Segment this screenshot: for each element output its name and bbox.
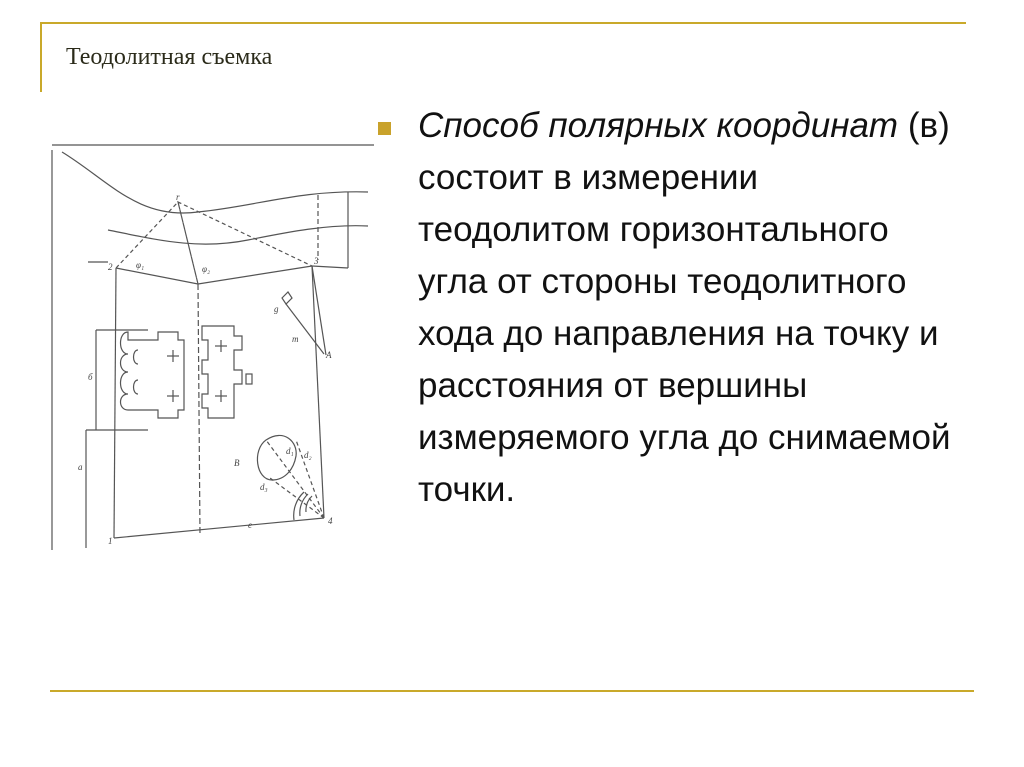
left-rule — [40, 22, 42, 92]
label-point-3: 3 — [314, 256, 319, 266]
river-upper-curve — [62, 152, 368, 213]
label-b: б — [88, 372, 93, 382]
bullet-text-rest: (в) состоит в измерении теодолитом горизонтального угла от стороны теодолитного хода до направления на точку и расстояния от вершины измеряемого угла до снимаемой точки. — [418, 106, 951, 509]
bullet-text-italic: Способ полярных координат — [418, 106, 899, 145]
top-rule — [40, 22, 966, 24]
building-right — [202, 326, 242, 418]
building-left — [121, 332, 185, 418]
bottom-rule — [50, 690, 974, 692]
slide-title: Теодолитная съемка — [66, 44, 273, 70]
label-point-4: 4 — [328, 516, 333, 526]
label-e: е — [248, 520, 252, 530]
bullet-text — [418, 100, 958, 516]
label-a: а — [78, 462, 83, 472]
polar-coordinates-diagram — [48, 140, 378, 560]
label-point-2: 2 — [108, 262, 113, 272]
label-d3: d₃ — [260, 482, 268, 492]
label-point-1: 1 — [108, 536, 113, 546]
label-d1: d₁ — [286, 446, 294, 456]
lake-contour — [257, 435, 296, 480]
label-phi1: φ₁ — [136, 260, 145, 270]
label-A: A — [326, 350, 332, 360]
label-phi2: φ₂ — [202, 264, 211, 274]
label-B: B — [234, 458, 240, 468]
bullet-marker — [378, 122, 391, 135]
traverse-line — [116, 266, 312, 284]
label-g: g — [274, 304, 279, 314]
label-m: m — [292, 334, 299, 344]
label-d2: d₂ — [304, 450, 312, 460]
label-r: r — [176, 192, 180, 202]
